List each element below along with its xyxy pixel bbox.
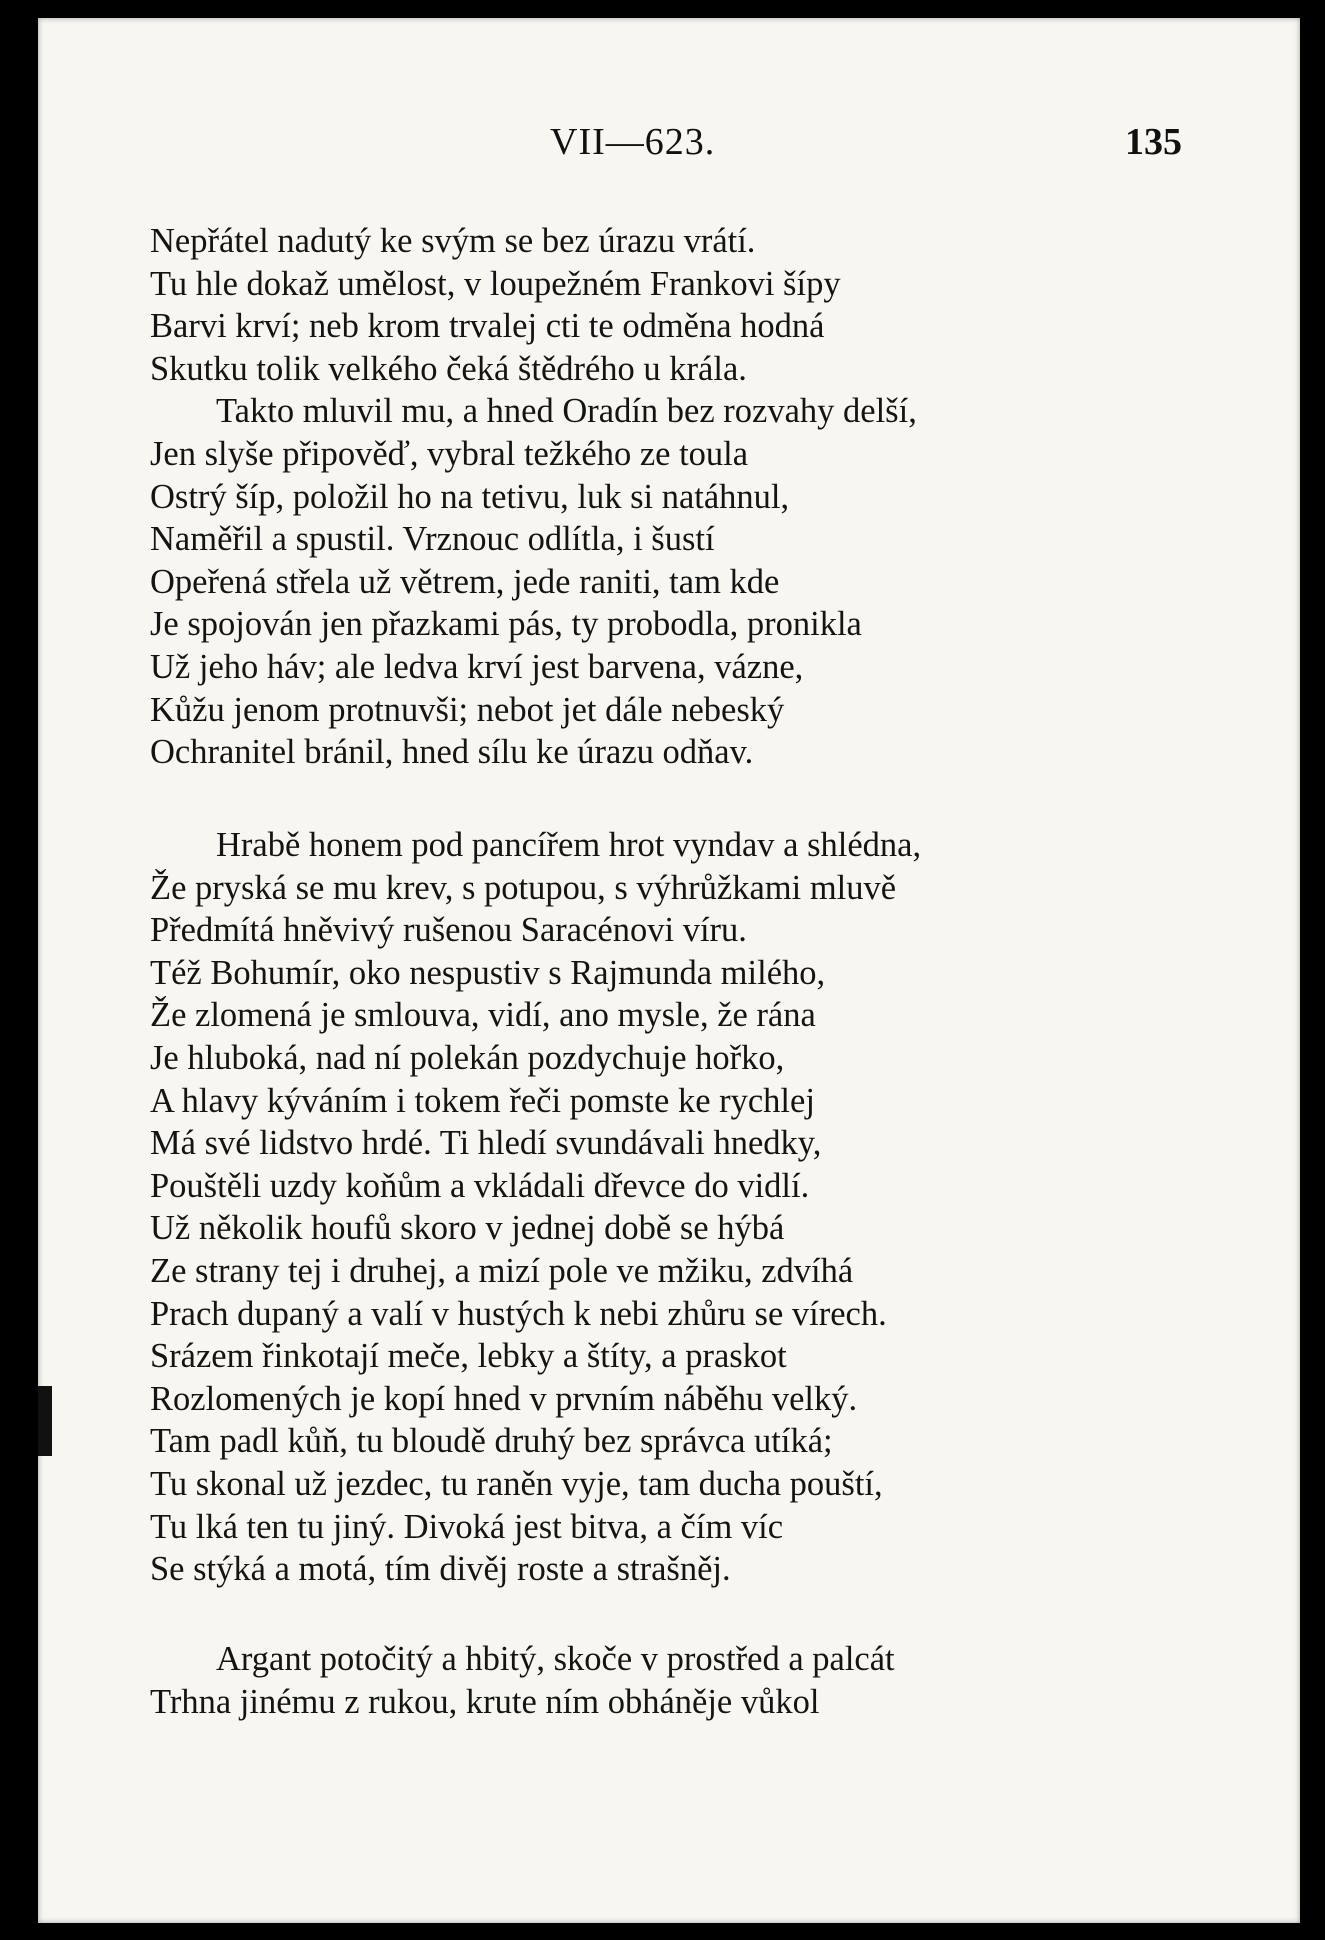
signature-mark: VII—623. bbox=[550, 121, 716, 163]
stanza-3 bbox=[150, 1638, 895, 1723]
verse-line: Už jeho háv; ale ledva krví jest barvena, vázne, bbox=[150, 647, 804, 686]
verse-line: Jen slyše připověď, vybral težkého ze toula bbox=[150, 434, 749, 473]
verse-line: A hlavy kýváním i tokem řeči pomste ke rychlej bbox=[150, 1081, 815, 1120]
verse-line: Kůžu jenom protnuvši; nebot jet dále nebeský bbox=[150, 690, 785, 729]
verse-line: Ze strany tej i druhej, a mizí pole ve mžiku, zdvíhá bbox=[150, 1251, 854, 1290]
stanza-1 bbox=[150, 220, 917, 774]
verse-line: Trhna jinému z rukou, krute ním obháněje vůkol bbox=[150, 1682, 820, 1721]
verse-line: Předmítá hněvivý rušenou Saracénovi víru. bbox=[150, 911, 747, 950]
verse-line: Opeřená střela už větrem, jede raniti, tam kde bbox=[150, 562, 780, 601]
page-number: 135 bbox=[1125, 121, 1182, 163]
verse-line: Má své lidstvo hrdé. Ti hledí svundávali hnedky, bbox=[150, 1124, 822, 1163]
verse-line: Tu lká ten tu jiný. Divoká jest bitva, a čím víc bbox=[150, 1507, 784, 1546]
verse-line: Pouštěli uzdy koňům a vkládali dřevce do vidlí. bbox=[150, 1166, 810, 1205]
book-page bbox=[38, 18, 1300, 1923]
verse-line: Že zlomená je smlouva, vidí, ano mysle, že rána bbox=[150, 996, 816, 1035]
verse-line: Ochranitel bránil, hned sílu ke úrazu odňav. bbox=[150, 733, 754, 772]
verse-line: Nepřátel nadutý ke svým se bez úrazu vrátí. bbox=[150, 222, 756, 260]
verse-line: Tam padl kůň, tu bloudě druhý bez správca utíká; bbox=[150, 1422, 833, 1461]
verse-line: Srázem řinkotají meče, lebky a štíty, a praskot bbox=[150, 1337, 787, 1376]
verse-line: Že pryská se mu krev, s potupou, s výhrůžkami mluvě bbox=[150, 868, 897, 907]
verse-line: Barvi krví; neb krom trvalej cti te odměna hodná bbox=[150, 307, 825, 346]
verse-line: Je spojován jen přazkami pás, ty probodla, pronikla bbox=[150, 605, 862, 644]
verse-line: Hrabě honem pod pancířem hrot vyndav a shlédna, bbox=[216, 826, 922, 864]
verse-line: Skutku tolik velkého čeká štědrého u krála. bbox=[150, 349, 747, 388]
verse-line: Tu skonal už jezdec, tu raněn vyje, tam ducha pouští, bbox=[150, 1464, 883, 1503]
binding-shadow bbox=[38, 1386, 52, 1456]
verse-line: Naměřil a spustil. Vrznouc odlítla, i šustí bbox=[150, 520, 715, 559]
verse-line: Argant potočitý a hbitý, skoče v prostřed a palcát bbox=[216, 1640, 895, 1678]
verse-line: Rozlomených je kopí hned v prvním náběhu velký. bbox=[150, 1379, 858, 1418]
verse-line: Ostrý šíp, položil ho na tetivu, luk si natáhnul, bbox=[150, 477, 790, 516]
verse-line: Prach dupaný a valí v hustých k nebi zhůru se vírech. bbox=[150, 1294, 887, 1333]
verse-line: Se stýká a motá, tím divěj roste a strašněj. bbox=[150, 1550, 731, 1589]
verse-line: Též Bohumír, oko nespustiv s Rajmunda milého, bbox=[150, 953, 826, 992]
verse-line: Už několik houfů skoro v jednej době se hýbá bbox=[150, 1209, 785, 1248]
verse-line: Takto mluvil mu, a hned Oradín bez rozvahy delší, bbox=[216, 392, 917, 431]
verse-line: Tu hle dokaž umělost, v loupežném Frankovi šípy bbox=[150, 264, 841, 303]
page-header bbox=[38, 120, 1300, 180]
verse-line: Je hluboká, nad ní polekán pozdychuje hořko, bbox=[150, 1038, 785, 1077]
stanza-2 bbox=[150, 824, 921, 1591]
